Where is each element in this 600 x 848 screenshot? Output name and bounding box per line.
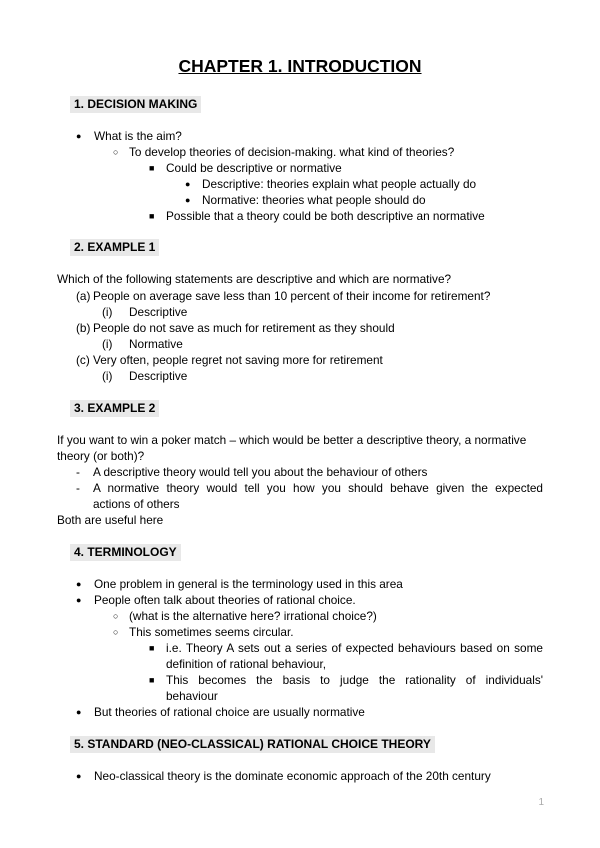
list-item-continuation: definition of rational behaviour, <box>166 657 327 671</box>
bullet-square-icon: ■ <box>149 643 155 653</box>
bullet-dot-icon: ● <box>76 771 82 781</box>
list-item: A descriptive theory would tell you about the behaviour of others <box>93 465 428 479</box>
bullet-circle-icon: ○ <box>113 147 119 157</box>
list-item: People on average save less than 10 percent of their income for retirement? <box>93 289 491 303</box>
item-label: (c) <box>76 353 90 367</box>
list-item: Could be descriptive or normative <box>166 161 342 175</box>
section-heading-example-2: 3. EXAMPLE 2 <box>70 400 159 417</box>
list-item: What is the aim? <box>94 129 182 143</box>
bullet-circle-icon: ○ <box>113 627 119 637</box>
list-item: People often talk about theories of rational choice. <box>94 593 356 607</box>
item-label: (a) <box>76 289 91 303</box>
page-number: 1 <box>538 797 544 808</box>
list-item-continuation: actions of others <box>93 497 180 511</box>
list-item: People do not save as much for retirement as they should <box>93 321 395 335</box>
list-item: Normative: theories what people should do <box>202 193 426 207</box>
answer-text: Descriptive <box>129 369 188 383</box>
dash-marker: - <box>76 481 80 495</box>
question-text: Which of the following statements are descriptive and which are normative? <box>57 272 452 286</box>
bullet-circle-icon: ○ <box>113 611 119 621</box>
answer-text: Descriptive <box>129 305 188 319</box>
list-item: To develop theories of decision-making. what kind of theories? <box>129 145 455 159</box>
bullet-dot-icon: ● <box>76 595 82 605</box>
dash-marker: - <box>76 465 80 479</box>
item-label: (b) <box>76 321 91 335</box>
bullet-square-icon: ■ <box>149 211 155 221</box>
bullet-square-icon: ■ <box>149 675 155 685</box>
list-item-continuation: behaviour <box>166 689 218 703</box>
list-item: Neo-classical theory is the dominate economic approach of the 20th century <box>94 769 491 783</box>
item-label: (i) <box>102 305 113 319</box>
section-heading-terminology: 4. TERMINOLOGY <box>70 544 181 561</box>
chapter-title: CHAPTER 1. INTRODUCTION <box>178 56 422 76</box>
bullet-dot-icon: ● <box>185 195 191 205</box>
paragraph-line: If you want to win a poker match – which would be better a descriptive theory, a normative <box>57 433 527 447</box>
list-item: A normative theory would tell you how you should behave given the expected <box>93 481 543 495</box>
list-item: One problem in general is the terminology used in this area <box>94 577 403 591</box>
section-heading-example-1: 2. EXAMPLE 1 <box>70 239 159 256</box>
item-label: (i) <box>102 337 113 351</box>
paragraph-line: theory (or both)? <box>57 449 145 463</box>
item-label: (i) <box>102 369 113 383</box>
bullet-dot-icon: ● <box>76 579 82 589</box>
list-item: This becomes the basis to judge the rationality of individuals' <box>166 673 543 687</box>
list-item: Very often, people regret not saving more for retirement <box>93 353 383 367</box>
list-item: Possible that a theory could be both descriptive an normative <box>166 209 485 223</box>
list-item: This sometimes seems circular. <box>129 625 294 639</box>
list-item: But theories of rational choice are usually normative <box>94 705 365 719</box>
list-item: i.e. Theory A sets out a series of expected behaviours based on some <box>166 641 543 655</box>
section-heading-rational-choice-theory: 5. STANDARD (NEO-CLASSICAL) RATIONAL CHOICE THEORY <box>70 736 435 753</box>
list-item: Descriptive: theories explain what people actually do <box>202 177 477 191</box>
section-heading-decision-making: 1. DECISION MAKING <box>70 96 201 113</box>
bullet-dot-icon: ● <box>76 131 82 141</box>
bullet-dot-icon: ● <box>76 707 82 717</box>
list-item: (what is the alternative here? irrational choice?) <box>129 609 377 623</box>
bullet-dot-icon: ● <box>185 179 191 189</box>
bullet-square-icon: ■ <box>149 163 155 173</box>
paragraph-line: Both are useful here <box>57 513 164 527</box>
answer-text: Normative <box>129 337 183 351</box>
